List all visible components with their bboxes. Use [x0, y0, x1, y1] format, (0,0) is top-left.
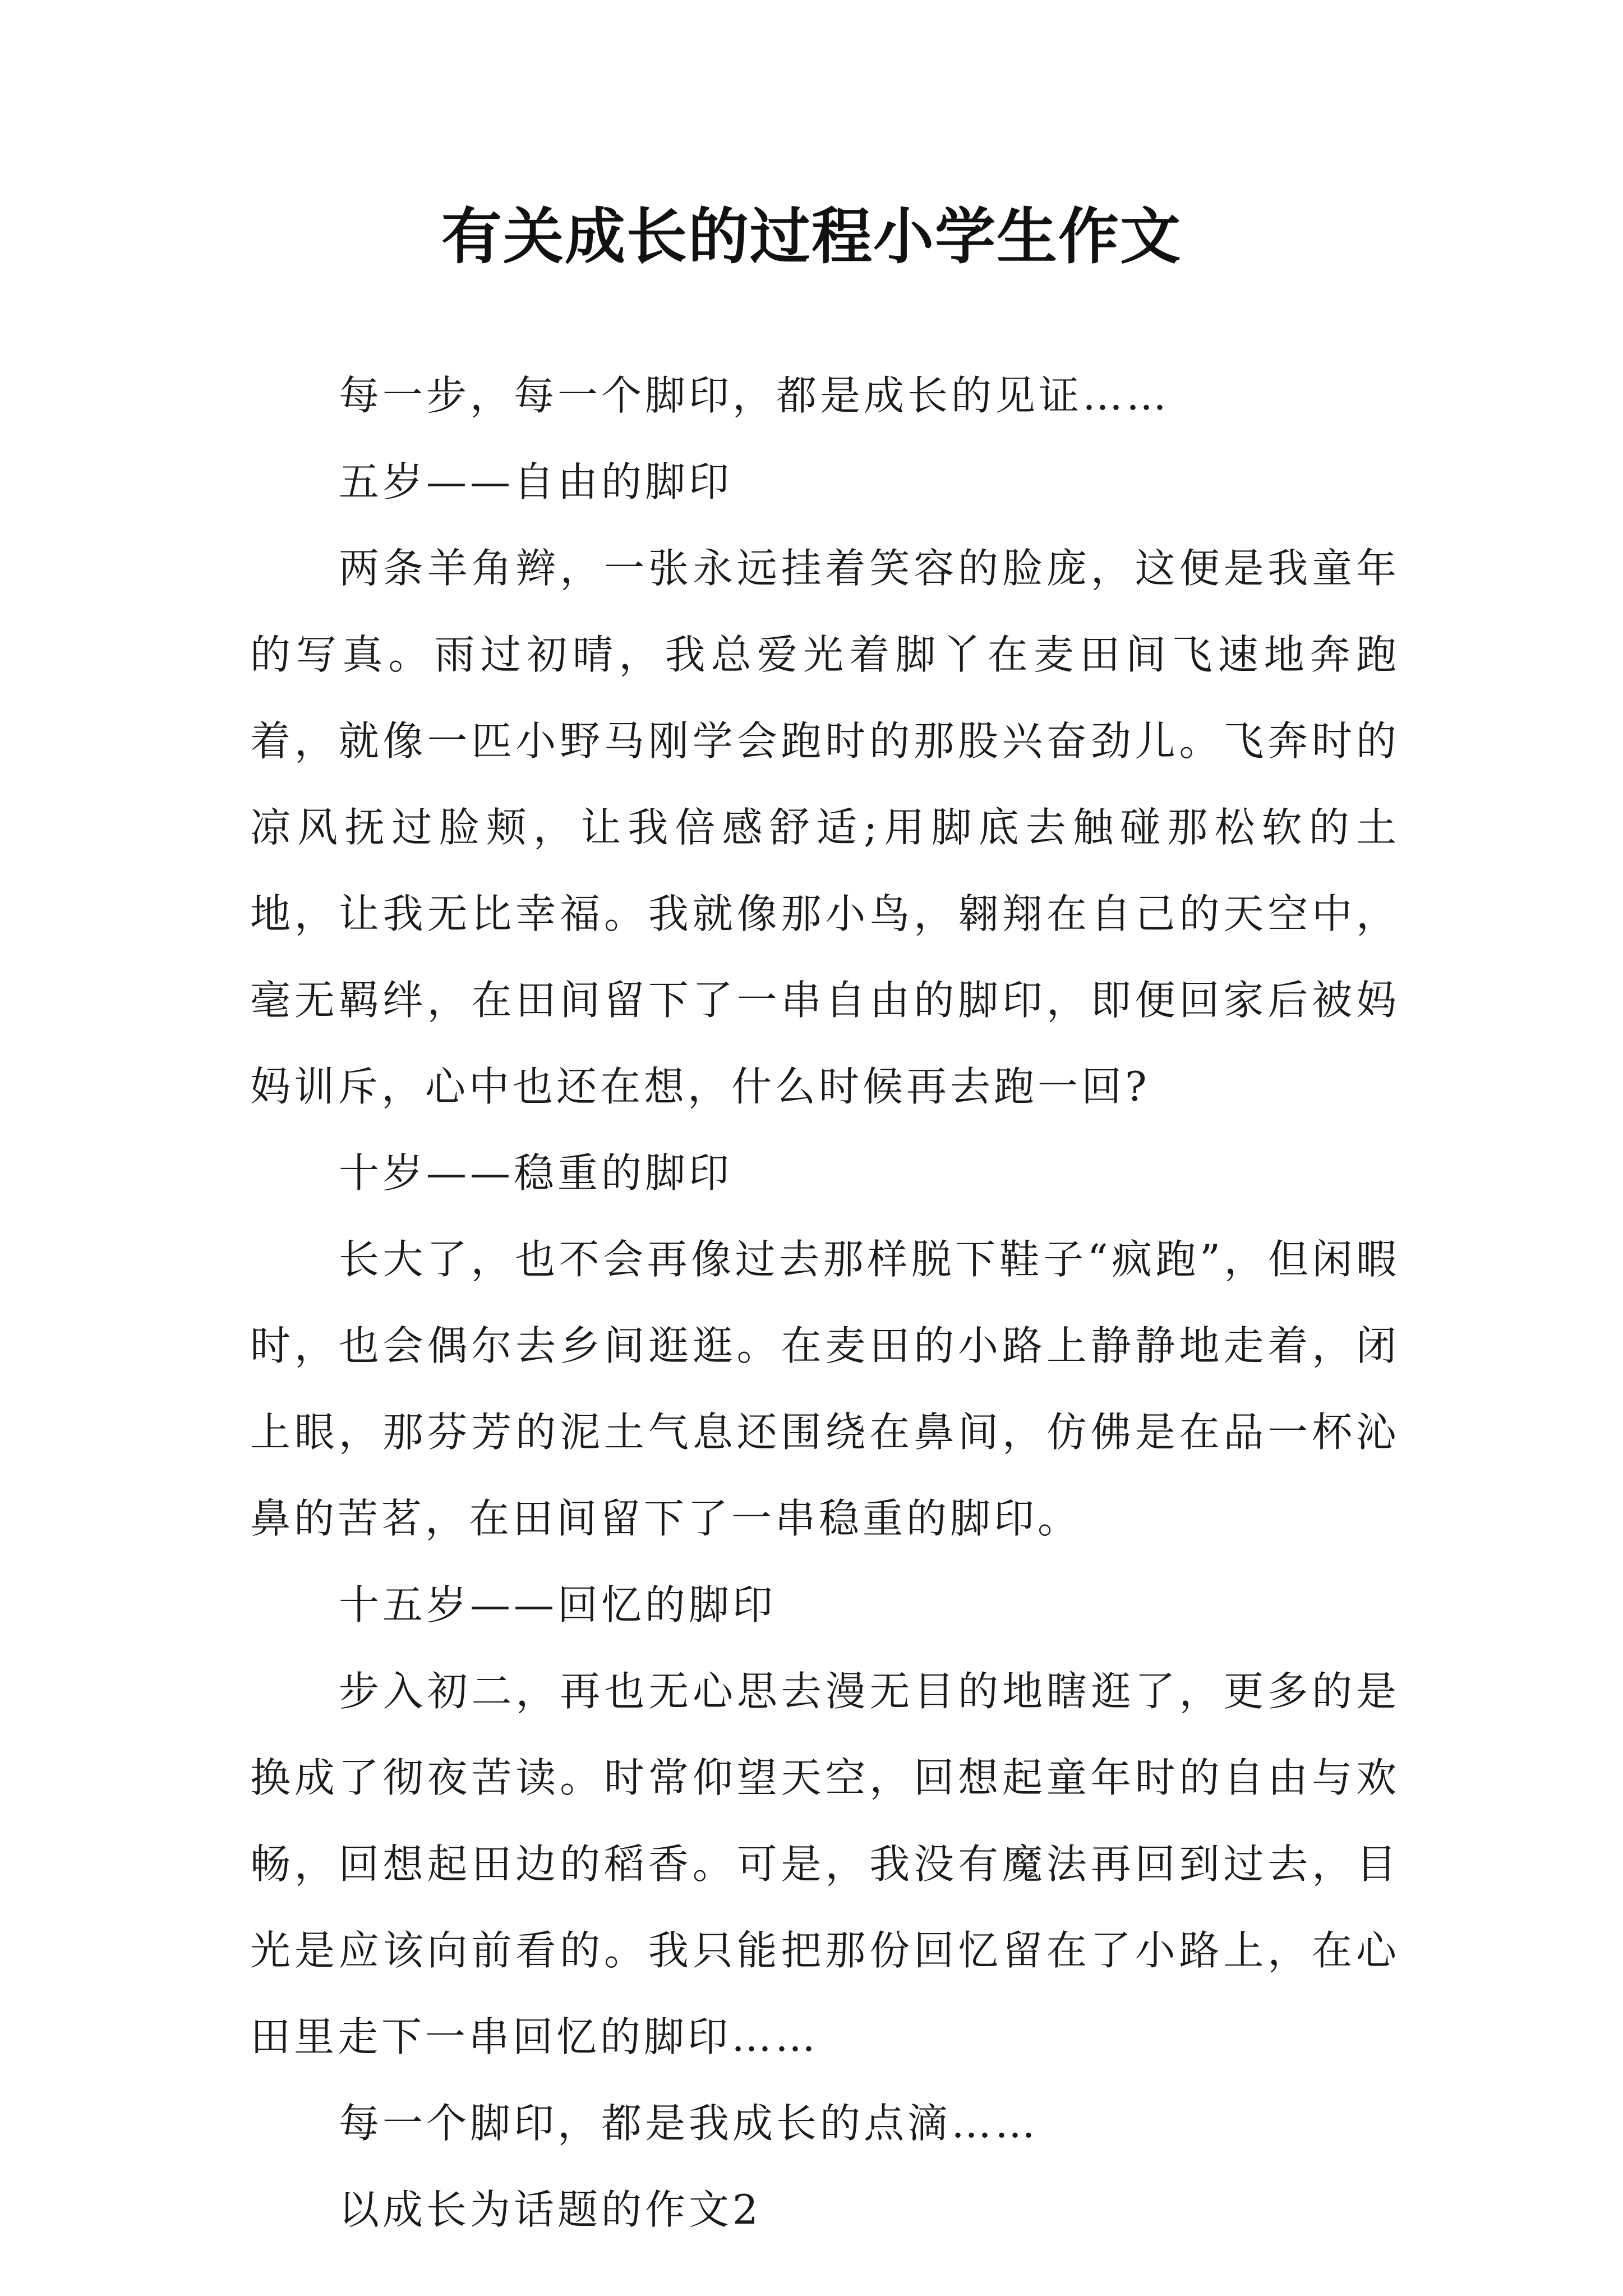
section-heading-age-fifteen: 十五岁——回忆的脚印	[339, 1581, 777, 1628]
paragraph-age-five: 两条羊角辫，一张永远挂着笑容的脸庞，这便是我童年的写真。雨过初晴，我总爱光着脚丫在麦田间飞速地奔跑着，就像一匹小野马刚学会跑时的那股兴奋劲儿。飞奔时的凉风抚过脸颊，让我倍感舒适;用脚底去触碰那松软的土地，让我无比幸福。我就像那小鸟，翱翔在自己的天空中，毫无羁绊，在田间留下了一串自由的脚印，即便回家后被妈妈训斥，心中也还在想，什么时候再去跑一回?	[250, 545, 1400, 1110]
paragraph-intro: 每一步，每一个脚印，都是成长的见证……	[339, 372, 1170, 419]
next-essay-heading: 以成长为话题的作文2	[339, 2186, 762, 2233]
section-heading-age-five: 五岁——自由的脚印	[339, 458, 733, 505]
document-title: 有关成长的过程小学生作文	[441, 201, 1182, 272]
document-body	[250, 352, 1400, 2253]
paragraph-age-fifteen: 步入初二，再也无心思去漫无目的地瞎逛了，更多的是换成了彻夜苦读。时常仰望天空，回想起童年时的自由与欢畅，回想起田边的稻香。可是，我没有魔法再回到过去，目光是应该向前看的。我只能把那份回忆留在了小路上，在心田里走下一串回忆的脚印……	[250, 1668, 1400, 2060]
section-heading-age-ten: 十岁——稳重的脚印	[339, 1149, 733, 1197]
paragraph-conclusion: 每一个脚印，都是我成长的点滴……	[339, 2100, 1039, 2147]
paragraph-age-ten: 长大了，也不会再像过去那样脱下鞋子“疯跑”，但闲暇时，也会偶尔去乡间逛逛。在麦田的小路上静静地走着，闭上眼，那芬芳的泥土气息还围绕在鼻间，仿佛是在品一杯沁鼻的苦茗，在田间留下了一串稳重的脚印。	[250, 1236, 1400, 1542]
